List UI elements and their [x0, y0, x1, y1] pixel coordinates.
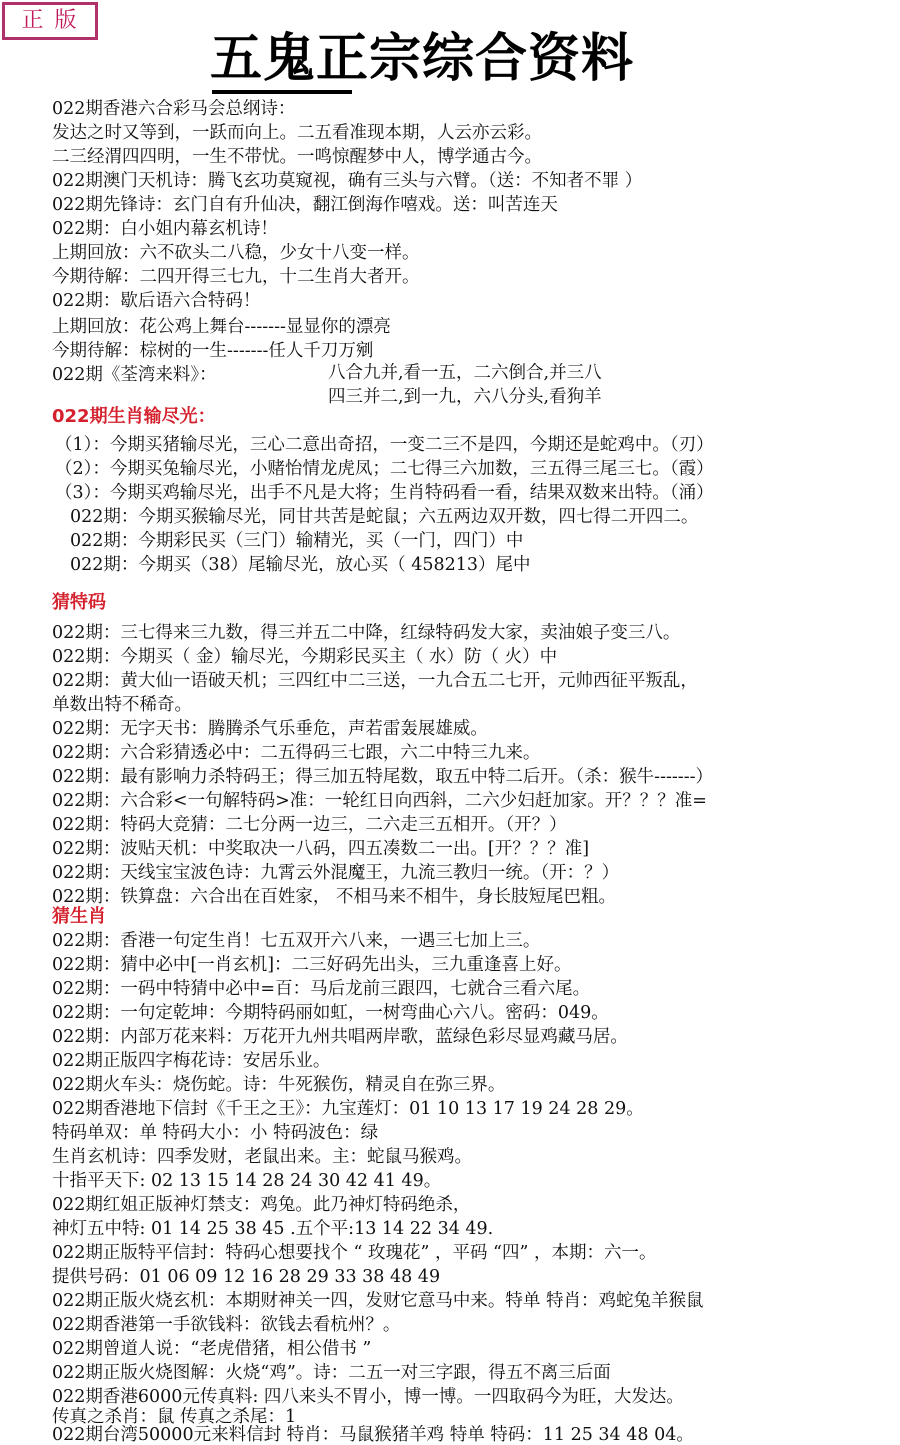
- list-item: 022期：今期买猴输尽光，同甘共苦是蛇鼠；六五两边双开数，四七得二开四二。: [70, 507, 699, 527]
- list-item: 022期：最有影响力杀特码王；得三加五特尾数，取五中特二后开。（杀：猴牛-------）: [52, 767, 714, 787]
- list-item: 022期正版特平信封：特码心想要找个 “ 玫瑰花” ，平码 “四” ，本期：六一。: [52, 1243, 657, 1263]
- list-item: 特码单双：单 特码大小：小 特码波色：绿: [52, 1123, 379, 1143]
- list-item: 022期：歇后语六合特码！: [52, 291, 261, 311]
- list-item: 022期：六合彩猜透必中：二五得码三七跟，六二中特三九来。: [52, 743, 541, 763]
- list-item: 发达之时又等到，一跃而向上。二五看准现本期，人云亦云彩。: [52, 123, 542, 143]
- list-item: 022期：猜中必中[一肖玄机]：二三好码先出头，三九重逢喜上好。: [52, 955, 572, 975]
- list-item: 022期《荃湾来料》：: [52, 365, 217, 385]
- list-item: 022期：波贴天机：中奖取决一八码，四五凑数二一出。[开？？？准]: [52, 839, 590, 859]
- list-item: 上期回放：六不砍头二八稳，少女十八变一样。: [52, 243, 420, 263]
- list-item: （1）：今期买猪输尽光，三心二意出奇招，一变二三不是四，今期还是蛇鸡中。（刃）: [55, 435, 714, 455]
- list-item: 今期待解：棕树的一生-------任人千刀万剜: [52, 341, 374, 361]
- list-item: 022期：一句定乾坤：今期特码丽如虹，一树弯曲心六八。密码：049。: [52, 1003, 609, 1023]
- list-item: 022期澳门天机诗：腾飞玄功莫窥视，确有三头与六臂。（送：不知者不罪 ）: [52, 171, 643, 191]
- list-item: 022期正版四字梅花诗：安居乐业。: [52, 1051, 331, 1071]
- list-item: 022期先锋诗：玄门自有升仙决，翻江倒海作嘻戏。送：叫苦连天: [52, 195, 558, 215]
- list-item: 022期香港地下信封《千王之王》：九宝莲灯：01 10 13 17 19 24 28 29。: [52, 1099, 644, 1119]
- list-item: （2）：今期买兔输尽光，小赌怡情龙虎凤；二七得三六加数，三五得三尾三七。（霞）: [55, 459, 714, 479]
- list-item: 十指平天下: 02 13 15 14 28 24 30 42 41 49。: [52, 1171, 442, 1191]
- list-item: 二三经渭四四明，一生不带忧。一鸣惊醒梦中人，博学通古今。: [52, 147, 542, 167]
- list-item: 今期待解：二四开得三七九，十二生肖大者开。: [52, 267, 420, 287]
- list-item: 神灯五中特: 01 14 25 38 45 .五个平:13 14 22 34 49.: [52, 1219, 494, 1239]
- list-item: 022期：今期买（38）尾输尽光，放心买（ 458213）尾中: [70, 555, 531, 575]
- list-item: 022期：三七得来三九数，得三并五二中降，红绿特码发大家，卖油娘子变三八。: [52, 623, 681, 643]
- section-heading-guess-zodiac: 猜生肖: [52, 906, 106, 927]
- list-item: 022期正版火烧玄机：本期财神关一四，发财它意马中来。特单 特肖：鸡蛇兔羊猴鼠: [52, 1291, 704, 1311]
- list-item: 022期火车头：烧伤蛇。诗：牛死猴伤，精灵自在弥三界。: [52, 1075, 506, 1095]
- list-item: 八合九并,看一五，二六倒合,并三八: [328, 363, 602, 383]
- list-item: 022期香港第一手欲钱料：欲钱去看杭州？。: [52, 1315, 401, 1335]
- list-item: 022期：香港一句定生肖！七五双开六八来，一遇三七加上三。: [52, 931, 541, 951]
- page-title: 五鬼正宗综合资料: [210, 29, 635, 89]
- list-item: 022期：黄大仙一语破天机；三四红中二三送，一九合五二七开，元帅西征平叛乱，: [52, 671, 698, 691]
- list-item: 提供号码：01 06 09 12 16 28 29 33 38 48 49: [52, 1267, 441, 1287]
- list-item: 四三并二,到一九，六八分头,看狗羊: [328, 387, 602, 407]
- list-item: 传真之杀肖：鼠 传真之杀尾：1: [52, 1407, 297, 1427]
- list-item: 022期：一码中特猜中必中=百：马后龙前三跟四，七就合三看六尾。: [52, 979, 591, 999]
- list-item: 022期香港六合彩马会总纲诗：: [52, 99, 296, 119]
- list-item: 022期：特码大竞猜：二七分两一边三，二六走三五相开。（开？）: [52, 815, 567, 835]
- list-item: 022期：无字天书：腾腾杀气乐垂危，声若雷轰展雄威。: [52, 719, 488, 739]
- list-item: 022期曾道人说：“老虎借猪，相公借书 ”: [52, 1339, 372, 1359]
- list-item: 022期：铁算盘：六合出在百姓家， 不相马来不相牛，身长肢短尾巴粗。: [52, 887, 616, 907]
- list-item: 022期红姐正版神灯禁支：鸡兔。此乃神灯特码绝杀，: [52, 1195, 471, 1215]
- list-item: 022期：今期彩民买（三门）输精光，买（一门，四门）中: [70, 531, 524, 551]
- list-item: 上期回放：花公鸡上舞台-------显显你的漂亮: [52, 317, 391, 337]
- title-underline: [212, 90, 352, 94]
- list-item: 022期：今期买（ 金）输尽光，今期彩民买主（ 水）防（ 火）中: [52, 647, 558, 667]
- list-item: 022期：白小姐内幕玄机诗！: [52, 219, 278, 239]
- list-item: 单数出特不稀奇。: [52, 695, 192, 715]
- section-heading-guess-code: 猜特码: [52, 592, 106, 613]
- list-item: 022期台湾50000元来料信封 特肖：马鼠猴猪羊鸡 特单 特码：11 25 34 48 04。: [52, 1425, 694, 1445]
- genuine-badge: 正 版: [2, 2, 98, 40]
- list-item: 022期：内部万花来料：万花开九州共唱两岸歌，蓝绿色彩尽显鸡藏马居。: [52, 1027, 628, 1047]
- list-item: 022期正版火烧图解：火烧“鸡”。诗：二五一对三字跟，得五不离三后面: [52, 1363, 611, 1383]
- section-heading-zodiac-lose: 022期生肖输尽光：: [52, 406, 216, 427]
- list-item: 022期：天线宝宝波色诗：九霄云外混魔王，九流三教归一统。（开：？）: [52, 863, 620, 883]
- list-item: 生肖玄机诗：四季发财，老鼠出来。主：蛇鼠马猴鸡。: [52, 1147, 472, 1167]
- list-item: 022期：六合彩<一句解特码>准：一轮红日向西斜，二六少妇赶加家。开？？？准=: [52, 791, 707, 811]
- list-item: （3）：今期买鸡输尽光，出手不凡是大将；生肖特码看一看，结果双数来出特。（涌）: [55, 483, 714, 503]
- list-item: 022期香港6000元传真料: 四八来头不胃小，博一博。一四取码今为旺，大发达。: [52, 1387, 684, 1407]
